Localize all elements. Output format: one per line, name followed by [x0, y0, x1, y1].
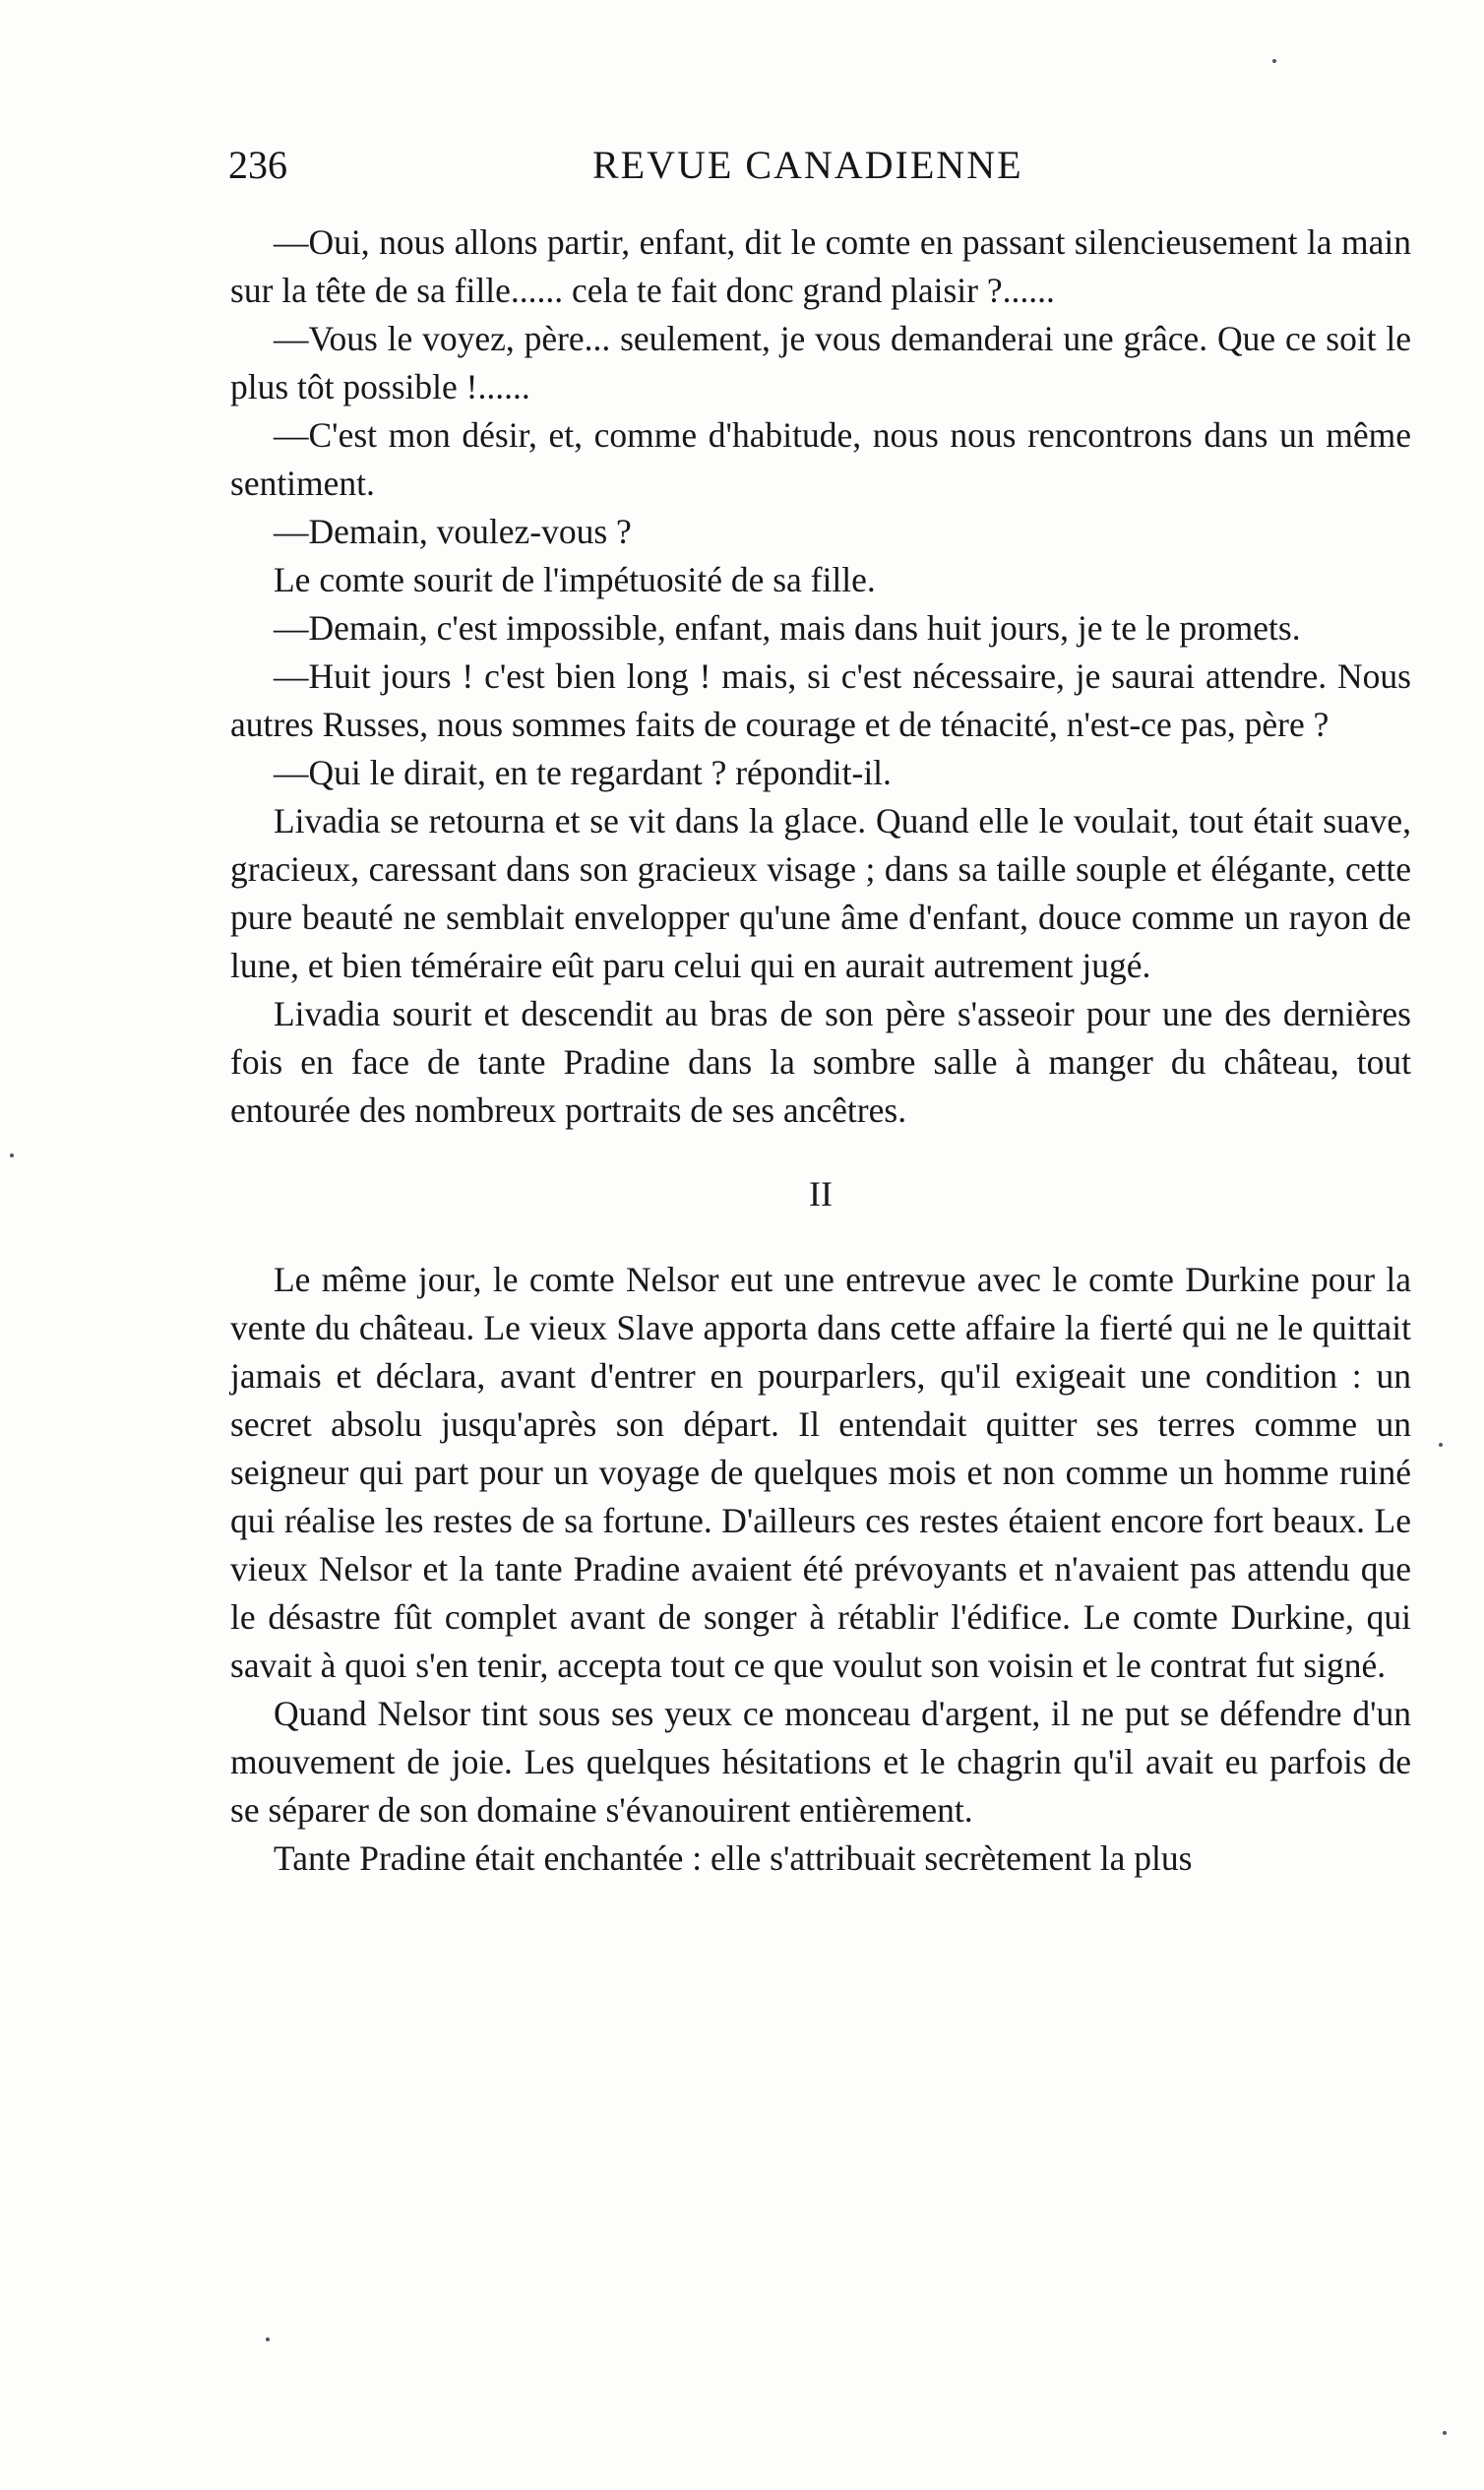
scan-speck: [1272, 59, 1276, 63]
body-text: [230, 218, 1411, 1883]
page-header: [228, 136, 1409, 195]
section-heading: II: [809, 1174, 833, 1214]
scan-speck: [266, 2337, 270, 2341]
scan-speck: [1439, 1443, 1443, 1447]
paragraph: —Oui, nous allons partir, enfant, dit le comte en passant silencieusement la main sur la tête de sa fille...... cela te fait donc grand plaisir ?......: [230, 222, 1411, 310]
paragraph: —C'est mon désir, et, comme d'habitude, nous nous rencontrons dans un même sentiment.: [230, 415, 1411, 503]
paragraph: Le comte sourit de l'impétuosité de sa fille.: [274, 560, 876, 599]
paragraph: —Huit jours ! c'est bien long ! mais, si c'est nécessaire, je saurai attendre. Nous autres Russes, nous sommes faits de courage et de ténacité, n'est-ce pas, père ?: [230, 656, 1411, 744]
paragraph: Tante Pradine était enchantée : elle s'attribuait secrètement la plus: [274, 1838, 1193, 1878]
paragraph: Le même jour, le comte Nelsor eut une entrevue avec le comte Durkine pour la vente du château. Le vieux Slave apporta dans cette affaire la fierté qui ne le quittait jamais et déclara, avant d'entrer en pourparlers, qu'il exigeait une condition : un secret absolu jusqu'après son départ. Il entendait quitter ses terres comme un seigneur qui part pour un voyage de quelques mois et non comme un homme ruiné qui réalise les restes de sa fortune. D'ailleurs ces restes étaient encore fort beaux. Le vieux Nelsor et la tante Pradine avaient été prévoyants et n'avaient pas attendu que le désastre fût complet avant de songer à rétablir l'édifice. Le comte Durkine, qui savait à quoi s'en tenir, accepta tout ce que voulut son voisin et le contrat fut signé.: [230, 1260, 1411, 1685]
running-title: REVUE CANADIENNE: [592, 143, 1023, 187]
paragraph: Quand Nelsor tint sous ses yeux ce monceau d'argent, il ne put se défendre d'un mouvement de joie. Les quelques hésitations et le chagrin qu'il avait eu parfois de se séparer de son domaine s'évanouirent entièrement.: [230, 1694, 1411, 1830]
paragraph: —Demain, c'est impossible, enfant, mais dans huit jours, je te le promets.: [274, 608, 1301, 648]
paragraph: —Demain, voulez-vous ?: [274, 512, 632, 551]
scan-speck: [10, 1153, 14, 1157]
scan-speck: [1443, 2431, 1447, 2435]
paragraph: —Vous le voyez, père... seulement, je vous demanderai une grâce. Que ce soit le plus tôt possible !......: [230, 319, 1411, 406]
paragraph: Livadia se retourna et se vit dans la glace. Quand elle le voulait, tout était suave, gracieux, caressant dans son gracieux visage ; dans sa taille souple et élégante, cette pure beauté ne semblait envelopper qu'une âme d'enfant, douce comme un rayon de lune, et bien téméraire eût paru celui qui en aurait autrement jugé.: [230, 801, 1411, 985]
paragraph: —Qui le dirait, en te regardant ? répondit-il.: [274, 753, 892, 792]
paragraph: Livadia sourit et descendit au bras de son père s'asseoir pour une des dernières fois en face de tante Pradine dans la sombre salle à manger du château, tout entourée des nombreux portraits de ses ancêtres.: [230, 994, 1411, 1130]
page-number: 236: [228, 143, 287, 187]
